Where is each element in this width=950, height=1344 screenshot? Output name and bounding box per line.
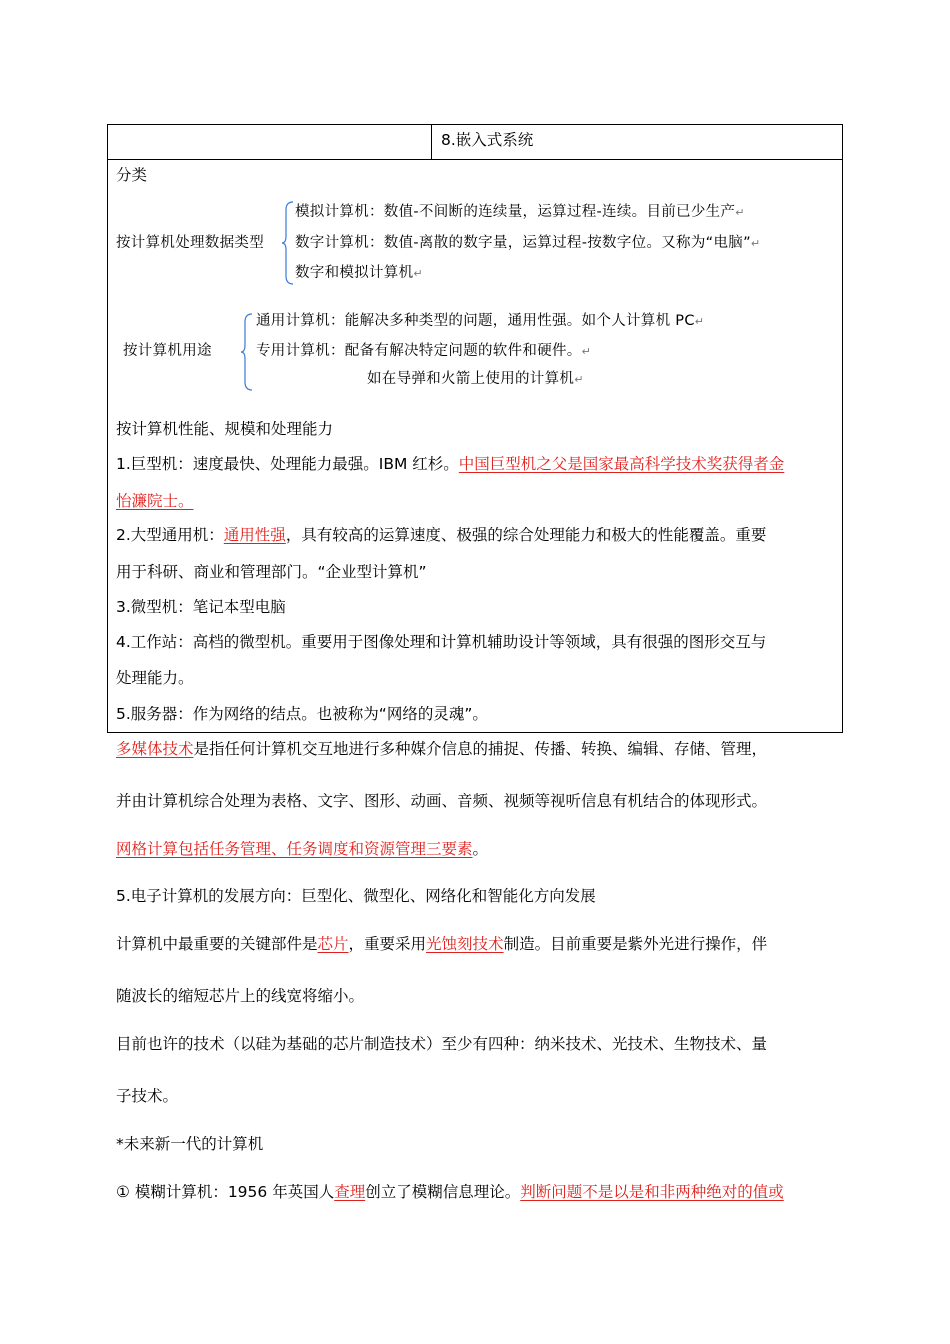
return-mark-icon: ↵ (735, 206, 745, 219)
paragraph-multimedia: 多媒体技术是指任何计算机交互地进行多种媒介信息的捕捉、传播、转换、编辑、存储、管理， (116, 740, 768, 758)
return-mark-icon: ↵ (413, 267, 423, 280)
brace-icon (240, 312, 254, 392)
perf-item-3: 3.微型机：笔记本型电脑 (116, 598, 286, 616)
perf-heading: 按计算机性能、规模和处理能力 (116, 420, 334, 438)
table-header-cell: 8.嵌入式系统 (441, 131, 534, 149)
paragraph-chip-cont: 随波长的缩短芯片上的线宽将缩小。 (116, 987, 365, 1005)
group1-item: 数字和模拟计算机↵ (295, 265, 423, 281)
paragraph-chip: 计算机中最重要的关键部件是芯片，重要采用光蚀刻技术制造。目前重要是紫外光进行操作，伴 (116, 935, 768, 953)
group1-item: 数字计算机：数值-离散的数字量，运算过程-按数字位。又称为“电脑”↵ (295, 235, 761, 251)
perf-item-2-cont: 用于科研、商业和管理部门。“企业型计算机” (116, 563, 427, 581)
paragraph-fuzzy: ① 模糊计算机：1956 年英国人查理创立了模糊信息理论。判断问题不是以是和非两种绝对的值或 (116, 1183, 784, 1201)
group2-item: 专用计算机：配备有解决特定问题的软件和硬件。↵ (256, 343, 592, 359)
group1-label: 按计算机处理数据类型 (116, 235, 264, 251)
paragraph-direction: 5.电子计算机的发展方向：巨型化、微型化、网络化和智能化方向发展 (116, 887, 596, 905)
table-column-divider (431, 125, 432, 159)
perf-item-5: 5.服务器：作为网络的结点。也被称为“网络的灵魂”。 (116, 705, 488, 723)
group2-item: 如在导弹和火箭上使用的计算机↵ (367, 371, 584, 387)
table-row-divider (108, 159, 842, 160)
perf-item-1-cont: 怡濂院士。 (116, 492, 194, 510)
return-mark-icon: ↵ (581, 345, 592, 358)
paragraph-tech-cont: 子技术。 (116, 1087, 179, 1105)
perf-item-1: 1.巨型机：速度最快、处理能力最强。IBM 红杉。中国巨型机之父是国家最高科学技术奖获得者金 (116, 455, 785, 473)
group1-item: 模拟计算机：数值-不间断的连续量，运算过程-连续。目前已少生产↵ (295, 204, 745, 220)
section-label: 分类 (116, 166, 148, 184)
paragraph-tech: 目前也许的技术（以硅为基础的芯片制造技术）至少有四种：纳米技术、光技术、生物技术、量 (116, 1035, 768, 1053)
perf-item-4-cont: 处理能力。 (116, 669, 194, 687)
perf-item-4: 4.工作站：高档的微型机。重要用于图像处理和计算机辅助设计等领域，具有很强的图形交互与 (116, 633, 767, 651)
group2-label: 按计算机用途 (123, 343, 212, 359)
perf-item-2: 2.大型通用机：通用性强，具有较高的运算速度、极强的综合处理能力和极大的性能覆盖。重要 (116, 526, 767, 544)
paragraph-future-heading: *未来新一代的计算机 (116, 1135, 264, 1153)
return-mark-icon: ↵ (694, 315, 705, 328)
paragraph-grid: 网格计算包括任务管理、任务调度和资源管理三要素。 (116, 840, 489, 858)
return-mark-icon: ↵ (574, 373, 584, 386)
brace-icon (281, 200, 295, 286)
paragraph-multimedia-cont: 并由计算机综合处理为表格、文字、图形、动画、音频、视频等视听信息有机结合的体现形式。 (116, 792, 768, 810)
return-mark-icon: ↵ (750, 237, 761, 250)
group2-item: 通用计算机：能解决多种类型的问题，通用性强。如个人计算机 PC↵ (256, 313, 705, 329)
